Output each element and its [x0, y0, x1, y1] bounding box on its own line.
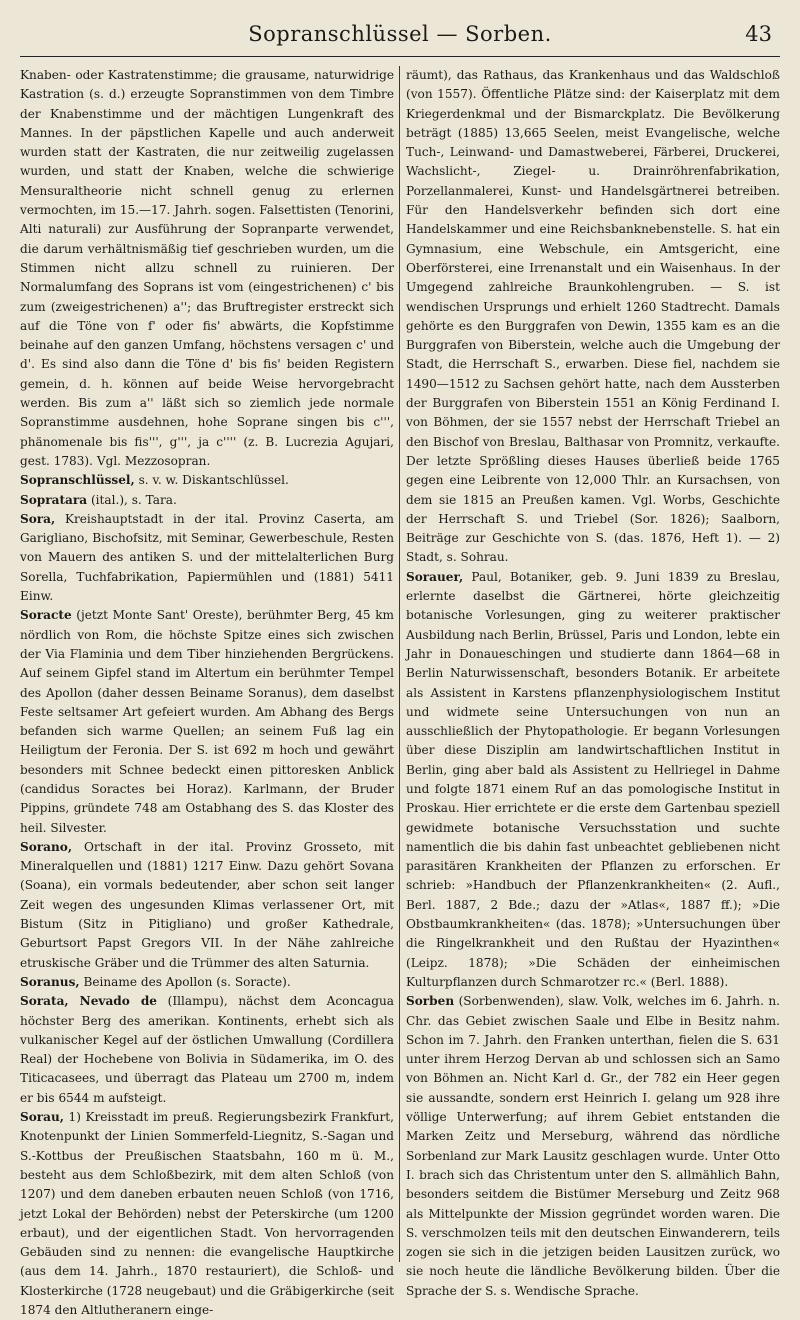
entry-text: Ortschaft in der ital. Provinz Grosseto, mit Mineralquellen und (1881) 1217 Einw. Dazu gehört Sovana (Soana), ein vormals bedeutender, aber schon seit langer Zeit wegen des ungesunden Klimas verlassener Ort, mit Bistum (Sitz in Pitigliano) und großer Kathedrale, Geburtsort Papst Gregors VII. In der Nähe zahlreiche etruskische Gräber und die Trümmer des alten Saturnia.: [20, 839, 394, 970]
entry: [406, 568, 780, 993]
entry-headword: Sorau,: [20, 1110, 65, 1125]
entry: [406, 992, 780, 1301]
right-column: [406, 66, 780, 1298]
entry-headword: Sorano,: [20, 839, 73, 854]
entry-headword: Sorauer,: [406, 569, 464, 584]
entry-headword: Sopranschlüssel,: [20, 473, 135, 488]
header-rule: [20, 56, 780, 57]
entry: [20, 491, 394, 510]
entry-text: (jetzt Monte Sant' Oreste), berühmter Berg, 45 km nördlich von Rom, die höchste Spitze eines sich zwischen der Via Flaminia und dem Tiber hinziehenden Bergrückens. Auf seinem Gipfel stand im Altertum ein berühmter Tempel des Apollon (daher dessen Beiname Soranus), dem daselbst Feste seltsamer Art gefeiert wurden. Am Abhang des Bergs befanden sich warme Quellen; an seinem Fuß lag ein Heiligtum der Feronia. Der S. ist 692 m hoch und gewährt besonders mit Schnee bedeckt einen pittoresken Anblick (candidus Soractes bei Horaz). Karlmann, der Bruder Pippins, gründete 748 am Ostabhang des S. das Kloster des heil. Silvester.: [20, 608, 394, 835]
entry: [20, 973, 394, 992]
entry: [20, 510, 394, 606]
entry-headword: Soranus,: [20, 974, 80, 989]
entry-text: räumt), das Rathaus, das Krankenhaus und das Waldschloß (von 1557). Öffentliche Plätze sind: der Kaiserplatz mit dem Kriegerdenkmal und der Bismarckplatz. Die Bevölkerung beträgt (1885) 13,665 Seelen, meist Evangelische, welche Tuch-, Leinwand- und Damastweberei, Färberei, Druckerei, Wachslicht-, Ziegel- u. Drainröhrenfabrikation, Porzellanmalerei, Kunst- und Handelsgärtnerei betreiben. Für den Handelsverkehr befinden sich dort eine Handelskammer und eine Reichsbanknebenstelle. S. hat ein Gymnasium, eine Webschule, ein Amtsgericht, eine Oberförsterei, eine Irrenanstalt und ein Waisenhaus. In der Umgegend zahlreiche Braunkohlengruben. — S. ist wendischen Ursprungs und erhielt 1260 Stadtrecht. Damals gehörte es den Burggrafen von Dewin, 1355 kam es an die Burggrafen von Biberstein, welche auch die Umgebung der Stadt, die Herrschaft S., erwarben. Diese fiel, nachdem sie 1490—1512 zu Sachsen gehört hatte, nach dem Aussterben der Burggrafen von Biberstein 1551 an König Ferdinand I. von Böhmen, der sie 1557 nebst der Herrschaft Triebel an den Bischof von Breslau, Balthasar von Promnitz, verkaufte. Der letzte Sprößling dieses Hauses überließ beide 1765 gegen eine Leibrente von 12,000 Thlr. an Kursachsen, von dem sie 1815 an Preußen kamen. Vgl. Worbs, Geschichte der Herrschaft S. und Triebel (Sor. 1826); Saalborn, Beiträge zur Geschichte von S. (das. 1876, Heft 1). — 2) Stadt, s. Sohrau.: [406, 68, 780, 565]
entry-text: Kreishauptstadt in der ital. Provinz Caserta, am Garigliano, Bischofsitz, mit Seminar, Gewerbeschule, Resten von Mauern des antiken S. und der mittelalterlichen Burg Sorella, Tuchfabrikation, Papiermühlen und (1881) 5411 Einw.: [20, 511, 394, 604]
entry: [20, 838, 394, 973]
entry-headword: Sorata, Nevado de: [20, 994, 157, 1009]
entry-continuation: [406, 66, 780, 568]
entry-text: 1) Kreisstadt im preuß. Regierungsbezirk Frankfurt, Knotenpunkt der Linien Sommerfeld-Liegnitz, S.-Sagan und S.-Kottbus der Preußischen Staatsbahn, 160 m ü. M., besteht aus dem Schloßbezirk, mit dem alten Schloß (von 1207) und dem daneben erbauten neuen Schloß (von 1716, jetzt Lokal der Behörden) nebst der Peterskirche (um 1200 erbaut), und der eigentlichen Stadt. Von hervorragenden Gebäuden sind zu nennen: die evangelische Hauptkirche (aus dem 14. Jahrh., 1870 restauriert), die Schloß- und Klosterkirche (1728 neugebaut) und die Gräbigerkirche (seit 1874 den Altlutheranern einge-: [20, 1110, 394, 1317]
left-column: [20, 66, 394, 1317]
entry-continuation: [20, 66, 394, 471]
text-columns: [20, 66, 780, 1317]
entry-text: s. v. w. Diskantschlüssel.: [134, 473, 289, 488]
entry: [20, 471, 394, 490]
entry-text: (Illampu), nächst dem Aconcagua höchster Berg des amerikan. Kontinents, erhebt sich als vulkanischer Kegel auf der östlichen Umwallung (Cordillera Real) der Hochebene von Bolivia in Südamerika, im O. des Titicacasees, und überragt das Plateau um 2700 m, indem er bis 6544 m aufsteigt.: [20, 994, 394, 1105]
page-number: 43: [745, 22, 772, 46]
entry-headword: Sorben: [406, 994, 455, 1009]
running-head: Sopranschlüssel — Sorben.: [248, 22, 552, 46]
entry-headword: Soracte: [20, 608, 72, 623]
entry-text: Beiname des Apollon (s. Soracte).: [79, 974, 291, 989]
entry-text: (ital.), s. Tara.: [87, 492, 177, 507]
entry-headword: Sora,: [20, 511, 56, 526]
entry: [20, 1108, 394, 1320]
entry-text: (Sorbenwenden), slaw. Volk, welches im 6. Jahrh. n. Chr. das Gebiet zwischen Saale und Elbe in Besitz nahm. Schon im 7. Jahrh. den Franken unterthan, fielen die S. 631 unter ihrem Herzog Dervan ab und schlossen sich an Samo von Böhmen an. Nicht Karl d. Gr., der 782 ein Heer gegen sie aussandte, sondern erst Heinrich I. gelang um 928 ihre völlige Unterwerfung; auf ihrem Gebiet entstanden die Marken Zeitz und Merseburg, während das nördliche Sorbenland zur Mark Lausitz geschlagen wurde. Unter Otto I. brach sich das Christentum unter den S. allmählich Bahn, besonders seitdem die Bistümer Merseburg und Zeitz 968 als Mittelpunkte der Mission gegründet worden waren. Die S. verschmolzen teils mit den deutschen Einwanderern, teils zogen sie sich in die jetzigen beiden Lausitzen zurück, wo sie noch heute die ländliche Bevölkerung bilden. Über die Sprache der S. s. Wendische Sprache.: [406, 994, 780, 1298]
entry-headword: Sopratara: [20, 492, 88, 507]
dictionary-page: [20, 22, 780, 1317]
entry: [20, 606, 394, 838]
entry-text: Paul, Botaniker, geb. 9. Juni 1839 zu Breslau, erlernte daselbst die Gärtnerei, hörte gleichzeitig botanische Vorlesungen, ging zu weiterer praktischer Ausbildung nach Berlin, Brüssel, Paris und London, lebte ein Jahr in Donaueschingen und studierte dann 1864—68 in Berlin Naturwissenschaft, besonders Botanik. Er arbeitete als Assistent in Karstens pflanzenphysiologischem Institut und widmete seine Untersuchungen von nun an ausschließlich der Phytopathologie. Er begann Vorlesungen über diese Disziplin am landwirtschaftlichen Institut in Berlin, ging aber bald als Assistent zu Hellriegel in Dahme und folgte 1871 einem Ruf an das pomologische Institut in Proskau. Hier errichtete er die erste dem Gartenbau speziell gewidmete botanische Versuchsstation und suchte namentlich die bis dahin fast unbeachtet gebliebenen nicht parasitären Krankheiten der Pflanzen zu erforschen. Er schrieb: »Handbuch der Pflanzenkrankheiten« (2. Aufl., Berl. 1887, 2 Bde.; dazu der »Atlas«, 1887 ff.); »Die Obstbaumkrankheiten« (das. 1878); »Untersuchungen über die Ringelkrankheit und den Rußtau der Hyazinthen« (Leipz. 1878); »Die Schäden der einheimischen Kulturpflanzen durch Schmarotzer rc.« (Berl. 1888).: [406, 569, 780, 989]
entry: [20, 992, 394, 1108]
column-divider: [399, 66, 400, 1262]
page-header: [20, 22, 780, 64]
entry-text: Knaben- oder Kastratenstimme; die grausame, naturwidrige Kastration (s. d.) erzeugte Sopranstimmen von dem Timbre der Knabenstimme und der mächtigen Lungenkraft des Mannes. In der päpstlichen Kapelle und auch anderweit wurden statt der Kastraten, die nur zeitweilig zugelassen wurden, und statt der Knaben, welche die schwierige Mensuraltheorie nicht schnell genug zu erlernen vermochten, im 15.—17. Jahrh. sogen. Falsettisten (Tenorini, Alti naturali) zur Ausführung der Sopranparte verwendet, die darum verhältnismäßig tief geschrieben wurden, um die Stimmen nicht allzu schnell zu ruinieren. Der Normalumfang des Soprans ist vom (eingestrichenen) c' bis zum (zweigestrichenen) a''; das Bruftregister erstreckt sich auf die Töne von f' oder fis' abwärts, die Kopfstimme beinahe auf den ganzen Umfang, höchstens versagen c' und d'. Es sind also dann die Töne d' bis fis' beiden Registern gemein, d. h. können auf beide Weise hervorgebracht werden. Bis zum a'' läßt sich so ziemlich jede normale Sopranstimme ausdehnen, hohe Soprane singen bis c''', phänomenale bis fis''', g''', ja c'''' (z. B. Lucrezia Agujari, gest. 1783). Vgl. Mezzosopran.: [20, 68, 394, 468]
